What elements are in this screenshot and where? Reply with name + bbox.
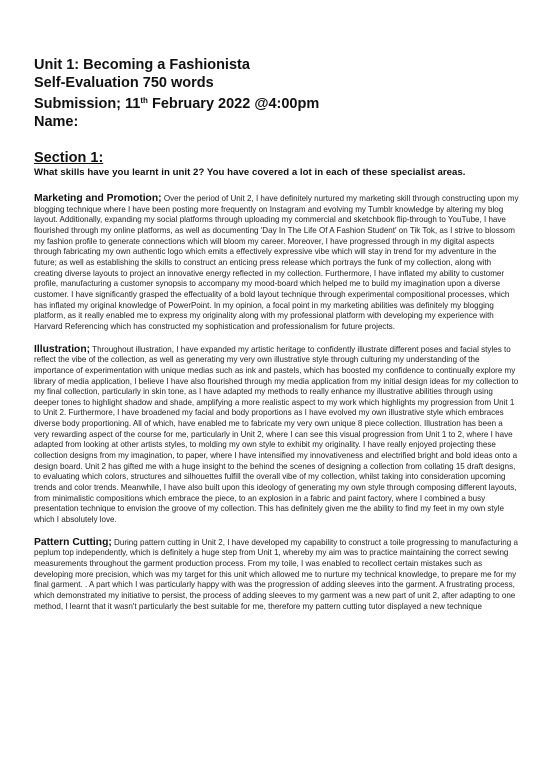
name-label: Name: (34, 113, 79, 130)
section-title: Section 1: (34, 150, 104, 166)
paragraph-marketing (34, 194, 520, 333)
paragraph-body: During pattern cutting in Unit 2, I have developed my capability to construct a toile progressing to manufacturing a peplum top independently, which is definitely a huge step from Unit 1, whereby my aim was to practice maintaining the correct sewing measurements throughout the garment production process. From my toile, I was enabled to recollect certain mistakes such as developing more precision, which was my target for this unit which allowed me to nurture my technical knowledge, to prepare me for my final garment. . A part which I was particularly happy with was the progression of adding sleeves into the garment. A frustrating process, which demonstrated my initiative to persist, the process of adding sleeves to my garment was a new part of unit 2, after adapting to one method, I learnt that it wasn't particularly the best suitable for me, therefore my pattern cutting tutor displayed a new technique (34, 537, 518, 611)
paragraph-heading: Marketing and Promotion; (34, 193, 162, 204)
evaluation-title: Self-Evaluation 750 words (34, 74, 214, 91)
paragraph-body: Throughout illustration, I have expanded my artistic heritage to confidently illustrate different poses and facial styles to reflect the vibe of the collection, as well as generating my very own illustrative style through culturing my understanding of the importance of experimentation with unique medias such as ink and pastels, which has boosted my confidence to continually explore my library of media application, I believe I have also flourished through my media application from my initial design ideas for my collection to my final collection, particularly in skin tone, as I have adapted my methods to really enhance my illustrative abilities through using deeper tones to highlight shadow and shade, amplifying a more realistic aspect to my work which highlights my progression from Unit 1 to Unit 2. Furthermore, I have broadened my facial and body proportions as I have evolved my own illustrative style which embraces diverse body proportioning. All of which, have enabled me to fabricate my very own unique 8 piece collection. Illustration has been a very rewarding aspect of the course for me, particularly in Unit 2, where I can see this visual progression from Unit 1 to 2, where I have adapted from looking at other artists styles, to molding my own style to exhibit my originality. I have really enjoyed projecting these collection designs from my imagination, to paper, where I have intensified my innovativeness and electrified bright and bold ideas onto a design board. Unit 2 has gifted me with a huge insight to the behind the scenes of designing a collection from collating 15 draft designs, to evaluating which colors, structures and silhouettes fulfill the overall vibe of my collection, whilst taking into consideration upcoming trends and color trends. Meanwhile, I have also built upon this ideology of generating my own style through composing different layouts, from minimalistic compositions which embrace the piece, to an explosion in a fabric and paint factory, where I combined a busy presentation technique to envision the groove of my collection. This has definitely given me the ability to find my feet in my own style which I absolutely love. (34, 344, 519, 525)
paragraph-pattern-cutting (34, 538, 520, 613)
unit-title: Unit 1: Becoming a Fashionista (34, 57, 250, 73)
paragraph-illustration (34, 345, 520, 526)
paragraph-heading: Illustration; (34, 343, 91, 355)
paragraph-heading: Pattern Cutting; (34, 536, 112, 548)
submission-deadline (34, 92, 520, 114)
paragraph-body: Over the period of Unit 2, I have definitely nurtured my marketing skill through constructing upon my blogging technique where I have been posting more frequently on Instagram and evolving my Tumblr knowledge by altering my blog layout. Additionally, expanding my social platforms through uploading my commercial and sketchbook flip-through to YouTube, I have flourished through my online platforms, as well as documenting 'Day In The Life Of A Fashion Student' on Tik Tok, as I strive to blossom my fashion profile to generate connections which will bloom my career. Moreover, I have progressed through in my digital aspects through fabricating my own authentic logo which emits a effectively expressive vibe which will stay in trend for my adventure in the future; as well as establishing the skills to construct an enticing press release which portrays the funk of my collection, along with creating diverse layouts to project an innovative energy reflected in my collection. Furthermore, I have inflated my ability to customer profile, manufacturing a customer synopsis to accompany my mood-board which helped me to build my imagination upon a diverse customer. I have significantly grasped the effectuality of a bold layout technique through experimental compositional processes, which has inflated my original knowledge of PowerPoint. In my opinion, a focal point in my marketing abilities was definitely my blogging platform, as it really enabled me to express my originality along with my professional platform with developing my experience with Harvard Referencing which has constructed my sophistication and professionalism for future projects. (34, 194, 519, 331)
submission-prefix: Submission; 11 (34, 96, 141, 112)
submission-ordinal: th (140, 96, 148, 105)
submission-suffix: February 2022 @4:00pm (147, 96, 320, 112)
section-question: What skills have you learnt in unit 2? You have covered a lot in each of these specialist areas. (34, 167, 466, 178)
